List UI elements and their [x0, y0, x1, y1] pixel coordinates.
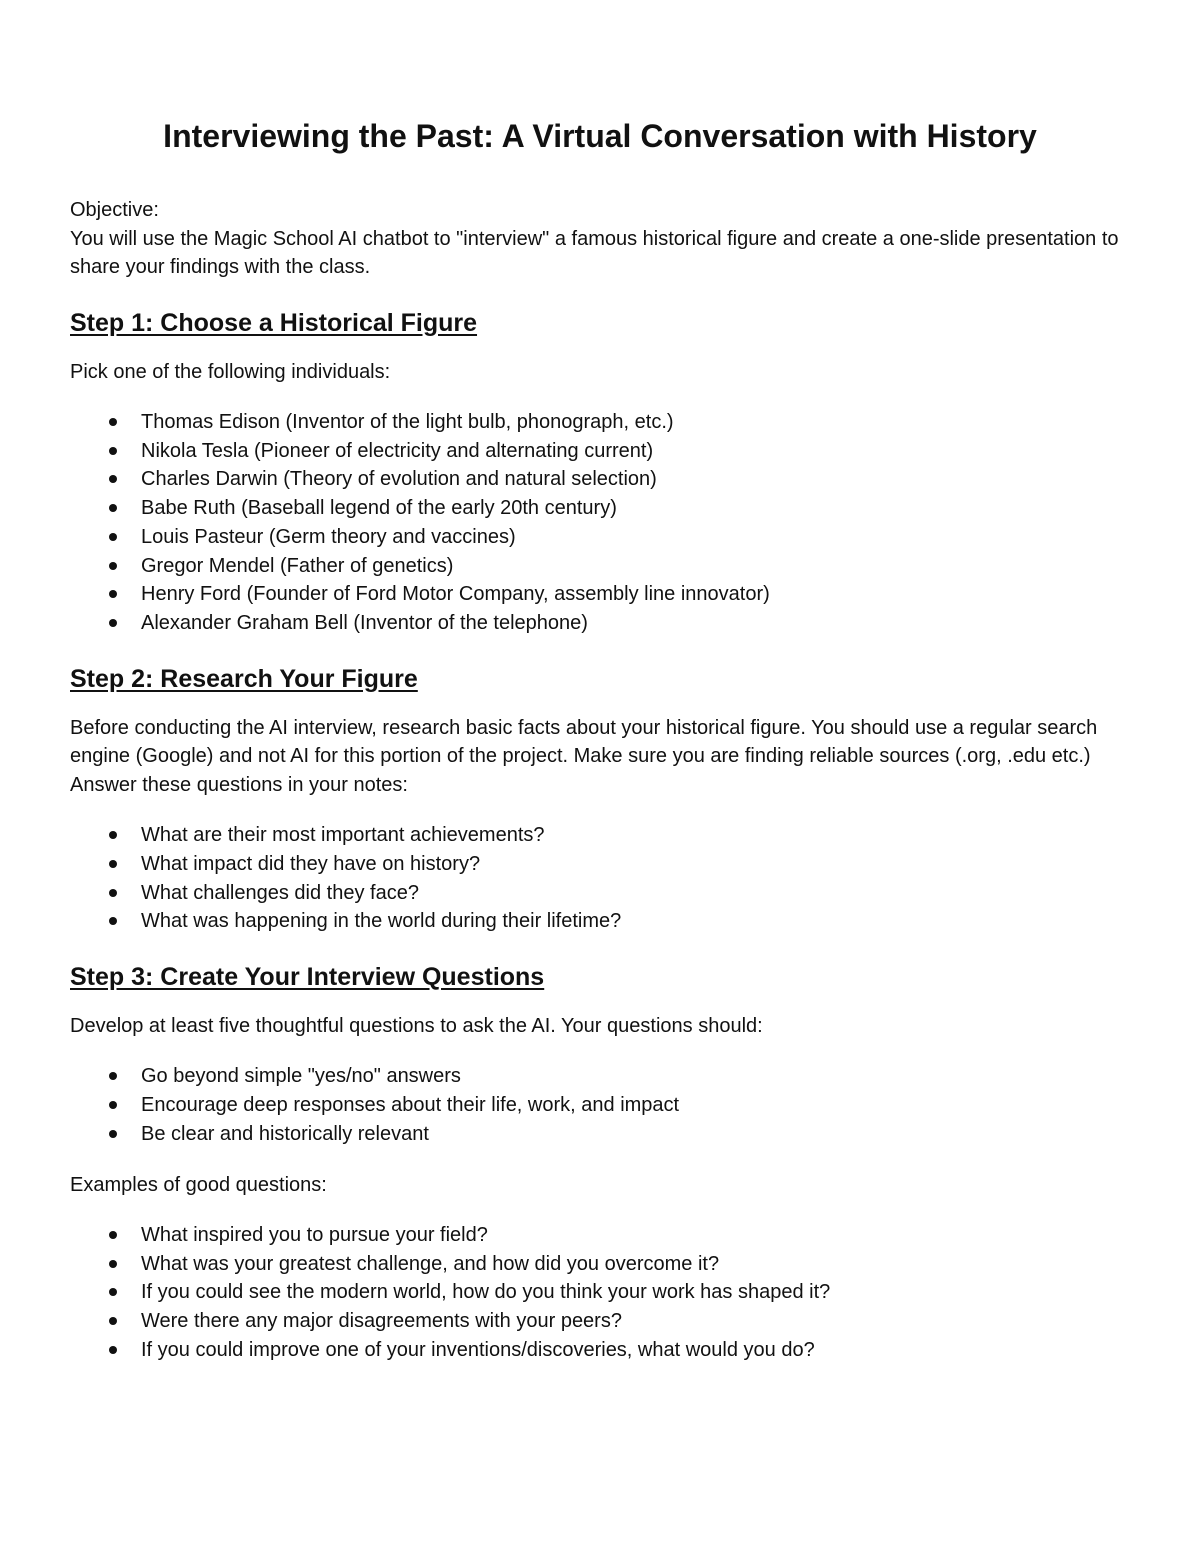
list-item: Louis Pasteur (Germ theory and vaccines) [70, 523, 1130, 552]
list-item: What was happening in the world during their lifetime? [70, 907, 1130, 936]
list-item: Babe Ruth (Baseball legend of the early 20th century) [70, 494, 1130, 523]
list-item: Go beyond simple "yes/no" answers [70, 1062, 1130, 1091]
list-item: Be clear and historically relevant [70, 1120, 1130, 1149]
list-item: Charles Darwin (Theory of evolution and natural selection) [70, 465, 1130, 494]
document-body [70, 196, 1130, 1365]
list-item: Henry Ford (Founder of Ford Motor Company, assembly line innovator) [70, 580, 1130, 609]
list-item: What was your greatest challenge, and how did you overcome it? [70, 1250, 1130, 1279]
list-item: If you could see the modern world, how do you think your work has shaped it? [70, 1278, 1130, 1307]
list-item: What are their most important achievements? [70, 821, 1130, 850]
list-item: Alexander Graham Bell (Inventor of the telephone) [70, 609, 1130, 638]
question-criteria-list [70, 1062, 1130, 1148]
research-questions-list [70, 821, 1130, 936]
objective-label: Objective: [70, 199, 159, 221]
list-item: If you could improve one of your inventions/discoveries, what would you do? [70, 1336, 1130, 1365]
objective-text: You will use the Magic School AI chatbot to "interview" a famous historical figure and create a one-slide presentation to share your findings with the class. [70, 227, 1119, 278]
list-item: What challenges did they face? [70, 879, 1130, 908]
list-item: Thomas Edison (Inventor of the light bulb, phonograph, etc.) [70, 408, 1130, 437]
list-item: Gregor Mendel (Father of genetics) [70, 552, 1130, 581]
list-item: Encourage deep responses about their life, work, and impact [70, 1091, 1130, 1120]
examples-label: Examples of good questions: [70, 1173, 327, 1196]
list-item: What inspired you to pursue your field? [70, 1221, 1130, 1250]
list-item: Were there any major disagreements with your peers? [70, 1307, 1130, 1336]
step2-intro: Before conducting the AI interview, research basic facts about your historical figure. You should use a regular search engine (Google) and not AI for this portion of the project. Make sure you are finding reliable sources (.org, .edu etc.) Answer these questions in your notes: [70, 716, 1098, 796]
step1-heading: Step 1: Choose a Historical Figure [70, 308, 478, 337]
list-item: Nikola Tesla (Pioneer of electricity and alternating current) [70, 437, 1130, 466]
step3-heading: Step 3: Create Your Interview Questions [70, 962, 545, 991]
list-item: What impact did they have on history? [70, 850, 1130, 879]
step1-intro: Pick one of the following individuals: [70, 360, 391, 383]
step3-intro: Develop at least five thoughtful questions to ask the AI. Your questions should: [70, 1014, 763, 1037]
historical-figures-list [70, 408, 1130, 638]
document-title: Interviewing the Past: A Virtual Conversation with History [163, 118, 1037, 154]
step2-heading: Step 2: Research Your Figure [70, 664, 418, 693]
example-questions-list [70, 1221, 1130, 1365]
